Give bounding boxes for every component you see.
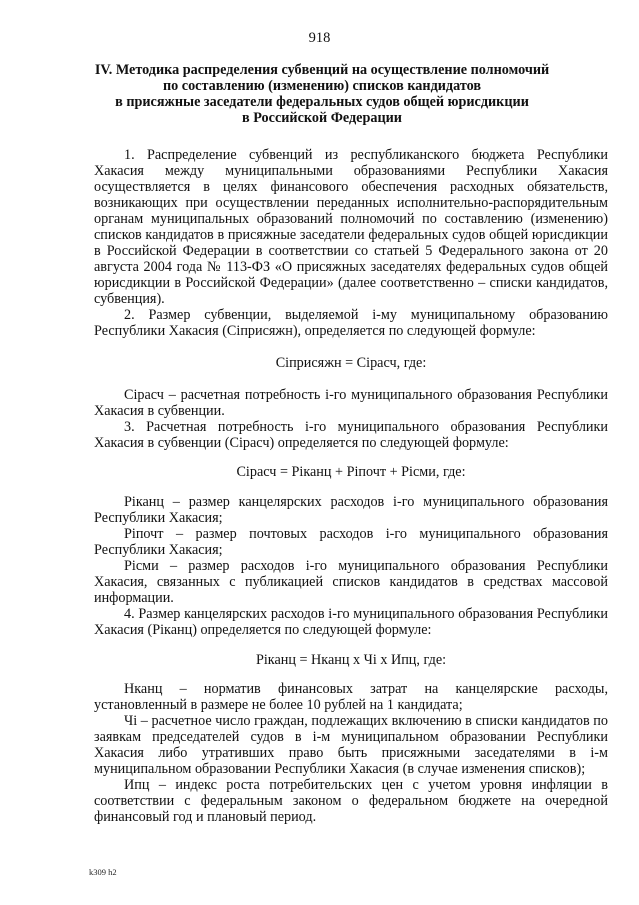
page-number: 918 bbox=[308, 30, 331, 46]
paragraph-1: 1. Распределение субвенций из республиканского бюджета Республики Хакасия между муниципальными образованиями Республики Хакасия осуществляется в целях финансового обеспечения расходных обязательств, возникающих при осуществлении переданных исполнительно-распорядительным органам муниципальных образований полномочий по составлению (изменению) списков кандидатов в присяжные заседатели федеральных судов общей юрисдикции в Российской Федерации в соответствии со статьей 5 Федерального закона от 20 августа 2004 года № 113-ФЗ «О присяжных заседателях федеральных судов общей юрисдикции в Российской Федерации» (далее соответственно – списки кандидатов, субвенция). bbox=[94, 147, 608, 307]
title-line-1: IV. Методика распределения субвенций на осуществление полномочий bbox=[94, 62, 550, 78]
paragraph-2: 2. Размер субвенции, выделяемой i-му муниципальному образованию Республики Хакасия (Сiприсяжн), определяется по следующей формуле: bbox=[94, 307, 608, 339]
title-line-4: в Российской Федерации bbox=[242, 110, 402, 126]
title-line-2: по составлению (изменению) списков кандидатов bbox=[162, 78, 482, 94]
definition-ipc: Ипц – индекс роста потребительских цен с учетом уровня инфляции в соответствии с федеральным законом о федеральном бюджете на очередной финансовый год и плановый период. bbox=[94, 777, 608, 825]
title-line-3: в присяжные заседатели федеральных судов общей юрисдикции bbox=[115, 94, 529, 110]
document-body bbox=[94, 147, 608, 825]
paragraph-4: 4. Размер канцелярских расходов i-го муниципального образования Республики Хакасия (Рiканц) определяется по следующей формуле: bbox=[94, 606, 608, 638]
definition-n-kanc: Нканц – норматив финансовых затрат на канцелярские расходы, установленный в размере не более 10 рублей на 1 кандидата; bbox=[94, 681, 608, 713]
definition-ri-pocht: Рiпочт – размер почтовых расходов i-го муниципального образования Республики Хакасия; bbox=[94, 526, 608, 558]
definition-ri-kanc: Рiканц – размер канцелярских расходов i-го муниципального образования Республики Хакасия; bbox=[94, 494, 608, 526]
formula-ci-rasch: Сiрасч = Рiканц + Рiпочт + Рiсми, где: bbox=[236, 464, 466, 480]
formula-subvention: Сiприсяжн = Сiрасч, где: bbox=[275, 355, 427, 371]
section-title bbox=[80, 62, 564, 126]
definition-ci-rasch: Сiрасч – расчетная потребность i-го муниципального образования Республики Хакасия в субвенции. bbox=[94, 387, 608, 419]
formula-ri-kanc: Рiканц = Нканц х Чi х Ипц, где: bbox=[255, 652, 447, 668]
definition-ri-smi: Рiсми – размер расходов i-го муниципального образования Республики Хакасия, связанных с публикацией списков кандидатов в средствах массовой информации. bbox=[94, 558, 608, 606]
definition-chi: Чi – расчетное число граждан, подлежащих включению в списки кандидатов по заявкам председателей судов в i-м муниципальном образовании Республики Хакасия либо утративших право быть присяжными заседателями в i-м муниципальном образовании Республики Хакасия (в случае изменения списков); bbox=[94, 713, 608, 777]
footer-code: k309 h2 bbox=[89, 867, 117, 877]
paragraph-3: 3. Расчетная потребность i-го муниципального образования Республики Хакасия в субвенции (Сiрасч) определяется по следующей формуле: bbox=[94, 419, 608, 451]
